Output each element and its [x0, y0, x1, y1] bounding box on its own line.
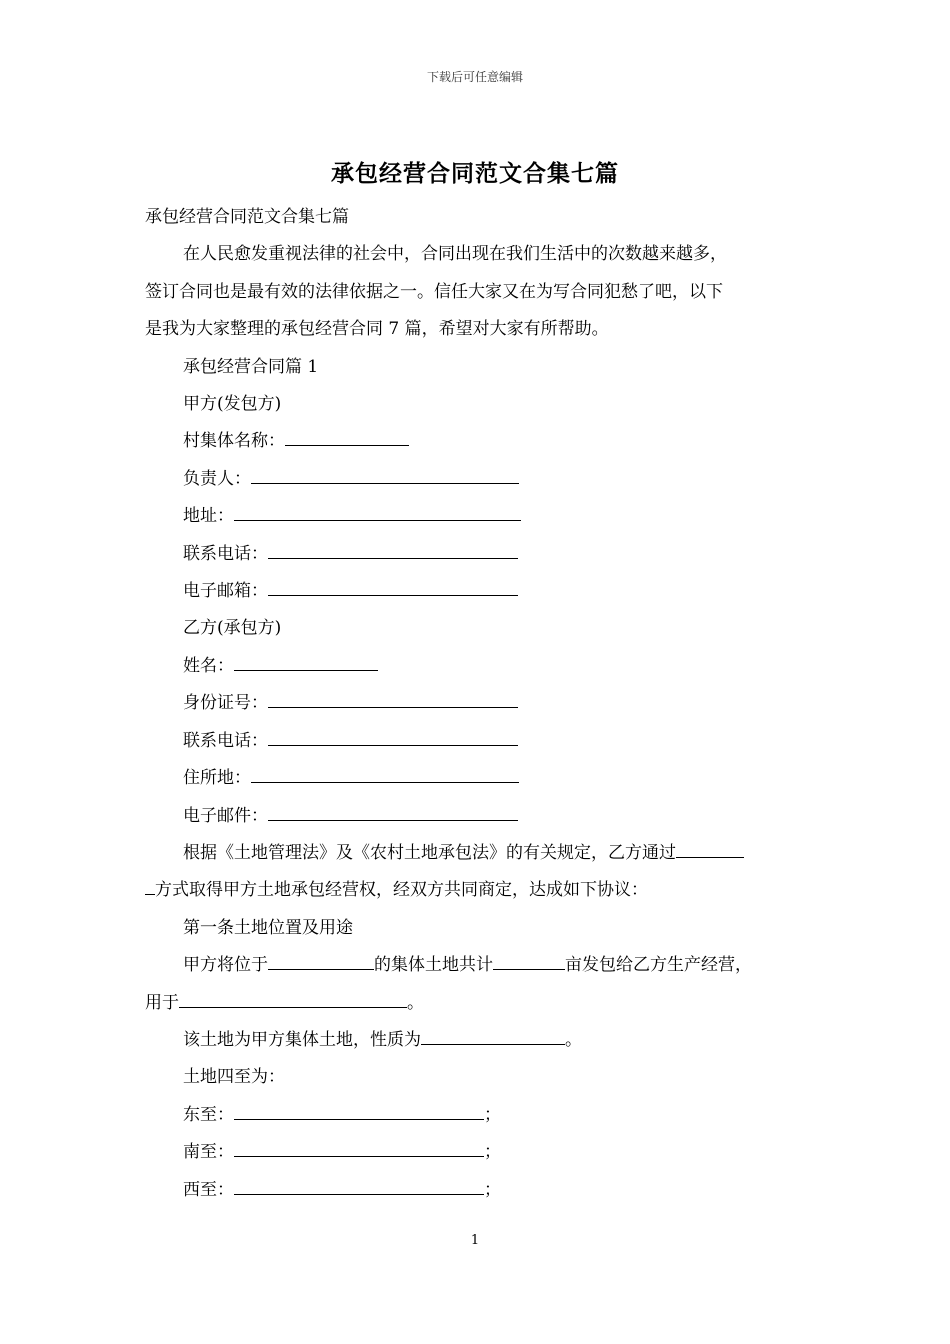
field-label: 南至： — [183, 1142, 234, 1163]
period: 。 — [565, 1029, 582, 1050]
field-label: 电子邮件： — [183, 805, 268, 826]
field-label: 村集体名称： — [183, 431, 285, 452]
purpose-line — [145, 985, 807, 1022]
fill-blank — [179, 991, 407, 1008]
field-label: 姓名： — [183, 655, 234, 676]
location-text-a: 甲方将位于 — [183, 955, 268, 976]
address-field — [145, 498, 807, 535]
fill-blank — [268, 579, 518, 596]
fill-blank — [251, 467, 519, 484]
village-name-field — [145, 423, 807, 460]
subtitle: 承包经营合同范文合集七篇 — [145, 207, 349, 227]
east-field — [145, 1097, 807, 1134]
field-label: 地址： — [183, 506, 234, 527]
south-field — [145, 1134, 807, 1171]
nature-line — [145, 1022, 807, 1059]
fill-blank — [234, 1103, 484, 1120]
fill-blank — [421, 1028, 565, 1045]
fill-blank — [493, 953, 565, 970]
intro-line-3: 是我为大家整理的承包经营合同 7 篇，希望对大家有所帮助。 — [145, 319, 609, 340]
page-header: 下载后可任意编辑 — [426, 70, 523, 84]
nature-text: 该土地为甲方集体土地，性质为 — [183, 1029, 421, 1050]
intro-line-2: 签订合同也是最有效的法律依据之一。信任大家又在为写合同犯愁了吧，以下 — [145, 281, 723, 302]
field-label: 东至： — [183, 1104, 234, 1125]
id-field — [145, 685, 807, 722]
fill-blank — [676, 841, 744, 858]
basis-text-1: 根据《土地管理法》及《农村土地承包法》的有关规定，乙方通过 — [183, 842, 676, 863]
party-a-heading: 甲方(发包方) — [183, 394, 282, 415]
purpose-text: 用于 — [145, 992, 179, 1013]
field-label: 电子邮箱： — [183, 581, 268, 602]
location-line — [145, 947, 807, 984]
fill-blank — [268, 729, 518, 746]
field-label: 负责人： — [183, 468, 251, 489]
field-label: 西至： — [183, 1179, 234, 1200]
field-label: 住所地： — [183, 768, 251, 789]
fill-blank — [268, 542, 518, 559]
document-body — [145, 199, 807, 1209]
fill-blank — [268, 804, 518, 821]
name-field — [145, 648, 807, 685]
phone-b-field — [145, 723, 807, 760]
document-title: 承包经营合同范文合集七篇 — [331, 160, 619, 187]
email-b-field — [145, 798, 807, 835]
article-heading: 第一条土地位置及用途 — [183, 917, 353, 938]
period: 。 — [407, 992, 424, 1013]
email-a-field — [145, 573, 807, 610]
party-b-heading: 乙方(承包方) — [183, 618, 282, 639]
field-label: 联系电话： — [183, 730, 268, 751]
fill-blank — [285, 429, 409, 446]
residence-field — [145, 760, 807, 797]
section-heading: 承包经营合同篇 1 — [183, 356, 319, 377]
fill-blank — [234, 504, 521, 521]
fill-blank — [268, 953, 374, 970]
basis-text-2: 方式取得甲方土地承包经营权，经双方共同商定，达成如下协议： — [155, 880, 648, 901]
basis-line-2 — [145, 872, 807, 909]
basis-line-1 — [145, 835, 807, 872]
fill-blank — [145, 878, 155, 895]
location-text-b: 的集体土地共计 — [374, 955, 493, 976]
fill-blank — [234, 1140, 484, 1157]
field-label: 身份证号： — [183, 693, 268, 714]
west-field — [145, 1172, 807, 1209]
semicolon: ； — [484, 1104, 501, 1125]
semicolon: ； — [484, 1179, 501, 1200]
page-number: 1 — [470, 1233, 480, 1248]
boundary-heading: 土地四至为： — [183, 1067, 285, 1088]
fill-blank — [251, 766, 519, 783]
leader-field — [145, 461, 807, 498]
fill-blank — [234, 1178, 484, 1195]
phone-a-field — [145, 536, 807, 573]
fill-blank — [268, 691, 518, 708]
semicolon: ； — [484, 1142, 501, 1163]
fill-blank — [234, 654, 378, 671]
location-text-c: 亩发包给乙方生产经营， — [565, 955, 752, 976]
intro-line-1: 在人民愈发重视法律的社会中，合同出现在我们生活中的次数越来越多， — [183, 244, 727, 265]
field-label: 联系电话： — [183, 543, 268, 564]
